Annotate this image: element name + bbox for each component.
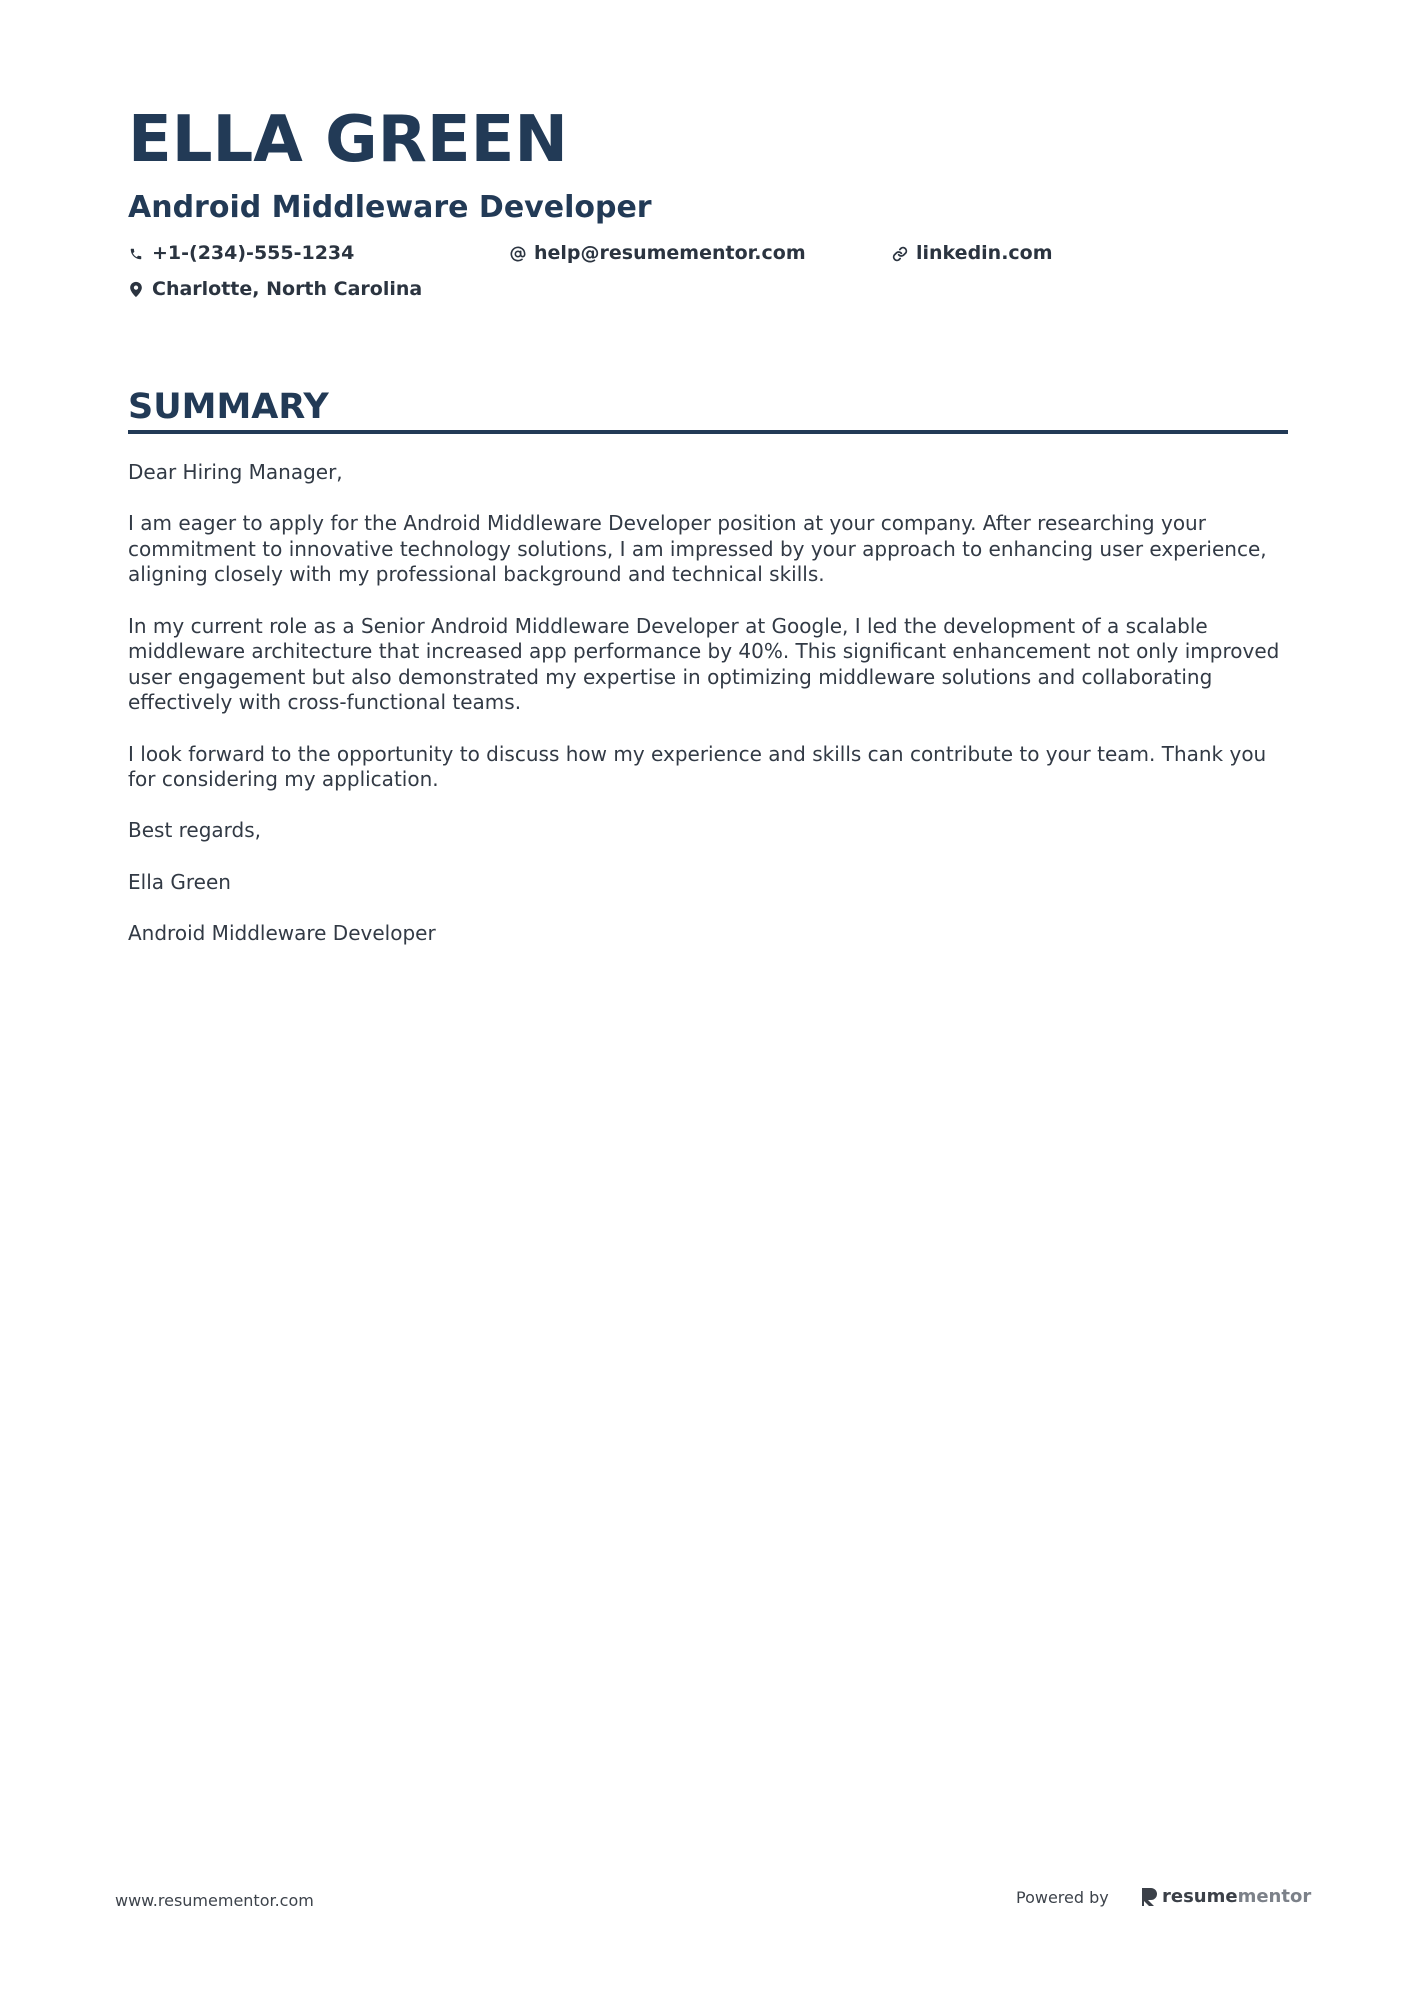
closing: Best regards, [128,818,262,843]
summary-heading: SUMMARY [128,387,329,427]
brand-logo [1140,1884,1311,1910]
letter-paragraph: I am eager to apply for the Android Middleware Developer position at your company. After researching your commitment to innovative technology solutions, I am impressed by your approach to enhancing user experience, aligning closely with my professional background and technical skills. [128,511,1267,587]
letter-paragraph: In my current role as a Senior Android Middleware Developer at Google, I led the development of a scalable middleware architecture that increased app performance by 40%. This significant enhancement not only improved user engagement but also demonstrated my expertise in optimizing middleware solutions and collaborating effectively with cross-functional teams. [128,613,1280,715]
brand-logo-icon [1140,1886,1158,1908]
contact-location [128,280,422,299]
email-text: help@resumementor.com [534,242,806,264]
candidate-name: ELLA GREEN [128,103,568,177]
brand-name-part2: mentor [1237,1886,1312,1907]
letter-body [128,460,1293,972]
contact-email [510,244,806,263]
phone-text: +1-(234)-555-1234 [152,242,355,264]
contact-phone [128,244,354,263]
brand-name-part1: resume [1162,1886,1238,1907]
contact-link [892,244,1053,263]
powered-by-label: Powered by [1016,1888,1109,1907]
section-divider [128,430,1288,434]
candidate-job-title: Android Middleware Developer [128,190,652,225]
at-sign-icon [510,245,526,263]
salutation: Dear Hiring Manager, [128,460,343,484]
phone-icon [128,245,144,263]
signature-title: Android Middleware Developer [128,920,436,945]
signature-name: Ella Green [128,869,231,894]
footer-url: www.resumementor.com [115,1891,314,1910]
location-text: Charlotte, North Carolina [152,278,423,300]
link-icon [892,245,908,263]
link-text: linkedin.com [916,242,1053,264]
map-pin-icon [128,281,144,299]
letter-paragraph: I look forward to the opportunity to discuss how my experience and skills can contribute to your team. Thank you for considering my application. [128,741,1267,792]
